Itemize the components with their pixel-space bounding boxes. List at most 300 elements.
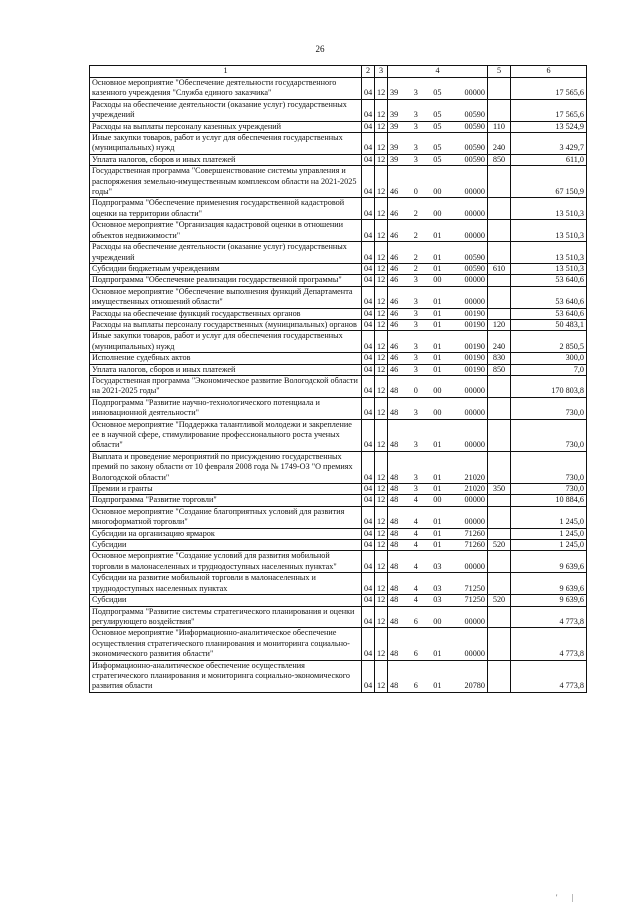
code-part-subprogram: 4 xyxy=(413,528,418,538)
table-row xyxy=(90,540,587,551)
row-expense-type: 240 xyxy=(488,331,511,353)
row-name: Основное мероприятие "Создание условий для развития мобильной торговли в малонаселенных и труднодоступных населенных пунктах" xyxy=(90,551,362,573)
code-part-subprogram: 3 xyxy=(413,408,418,418)
code-part-subprogram: 6 xyxy=(413,649,418,659)
row-name: Основное мероприятие "Обеспечение деятельности государственного казенного учреждения "Служба единого заказчика" xyxy=(90,78,362,100)
code-part-subprogram: 2 xyxy=(413,263,418,273)
row-amount: 170 803,8 xyxy=(511,375,587,397)
row-expense-type: 520 xyxy=(488,595,511,606)
row-expense-type: 120 xyxy=(488,319,511,330)
row-name: Выплата и проведение мероприятий по присуждению государственных премий по закону области от 10 февраля 2008 года № 1749-ОЗ "О премиях Вологодской области" xyxy=(90,451,362,483)
code-part-direction: 00000 xyxy=(464,208,485,218)
code-part-subprogram: 3 xyxy=(413,275,418,285)
row-target-code xyxy=(388,573,488,595)
row-name: Основное мероприятие "Поддержка талантливой молодежи и закрепление ее в научной сфере, стимулирование профессионального роста ученых области" xyxy=(90,419,362,451)
row-amount: 9 639,6 xyxy=(511,595,587,606)
row-expense-type xyxy=(488,286,511,308)
scan-mark: ' xyxy=(556,893,558,902)
row-name: Государственная программа "Экономическое развитие Вологодской области на 2021-2025 годы" xyxy=(90,375,362,397)
code-part-subprogram: 4 xyxy=(413,583,418,593)
code-part-event: 01 xyxy=(433,517,442,527)
code-part-event: 00 xyxy=(433,275,442,285)
code-part-event: 01 xyxy=(433,319,442,329)
code-part-direction: 00000 xyxy=(464,408,485,418)
row-expense-type xyxy=(488,166,511,198)
table-row xyxy=(90,133,587,155)
code-part-program: 48 xyxy=(390,540,399,550)
code-part-program: 46 xyxy=(390,341,399,351)
code-part-program: 46 xyxy=(390,208,399,218)
code-part-subprogram: 3 xyxy=(413,121,418,131)
row-target-code xyxy=(388,242,488,264)
row-amount: 730,0 xyxy=(511,484,587,495)
row-code-2: 04 xyxy=(362,606,375,628)
row-name: Подпрограмма "Развитие системы стратегического планирования и оценки регулирующего воздействия" xyxy=(90,606,362,628)
header-col-6: 6 xyxy=(511,66,587,78)
code-part-direction: 71260 xyxy=(464,528,485,538)
code-part-event: 01 xyxy=(433,230,442,240)
row-code-2: 04 xyxy=(362,551,375,573)
code-part-program: 46 xyxy=(390,308,399,318)
code-part-event: 05 xyxy=(433,154,442,164)
code-part-direction: 00590 xyxy=(464,252,485,262)
code-part-event: 01 xyxy=(433,484,442,494)
code-part-subprogram: 3 xyxy=(413,440,418,450)
row-name: Основное мероприятие "Организация кадастровой оценки в отношении объектов недвижимости" xyxy=(90,220,362,242)
row-code-3: 12 xyxy=(375,121,388,132)
row-code-2: 04 xyxy=(362,198,375,220)
code-part-event: 00 xyxy=(433,386,442,396)
table-row xyxy=(90,308,587,319)
code-part-program: 48 xyxy=(390,649,399,659)
row-expense-type xyxy=(488,495,511,506)
row-amount: 1 245,0 xyxy=(511,540,587,551)
row-target-code xyxy=(388,319,488,330)
row-amount: 1 245,0 xyxy=(511,528,587,539)
row-expense-type: 850 xyxy=(488,154,511,165)
row-code-2: 04 xyxy=(362,331,375,353)
code-part-direction: 00000 xyxy=(464,517,485,527)
code-part-event: 01 xyxy=(433,252,442,262)
row-amount: 13 510,3 xyxy=(511,220,587,242)
table-row xyxy=(90,198,587,220)
code-part-subprogram: 3 xyxy=(413,353,418,363)
code-part-subprogram: 3 xyxy=(413,308,418,318)
row-code-2: 04 xyxy=(362,133,375,155)
code-part-direction: 00000 xyxy=(464,649,485,659)
code-part-event: 05 xyxy=(433,143,442,153)
code-part-direction: 71250 xyxy=(464,595,485,605)
code-part-direction: 00590 xyxy=(464,110,485,120)
row-amount: 7,0 xyxy=(511,364,587,375)
row-code-2: 04 xyxy=(362,484,375,495)
header-col-3: 3 xyxy=(375,66,388,78)
table-row xyxy=(90,121,587,132)
code-part-program: 46 xyxy=(390,364,399,374)
row-code-2: 04 xyxy=(362,154,375,165)
code-part-subprogram: 0 xyxy=(413,187,418,197)
row-name: Субсидии бюджетным учреждениям xyxy=(90,263,362,274)
row-amount: 53 640,6 xyxy=(511,286,587,308)
row-amount: 730,0 xyxy=(511,397,587,419)
row-code-2: 04 xyxy=(362,263,375,274)
row-code-2: 04 xyxy=(362,78,375,100)
table-row xyxy=(90,364,587,375)
code-part-subprogram: 6 xyxy=(413,681,418,691)
row-code-2: 04 xyxy=(362,397,375,419)
table-row xyxy=(90,331,587,353)
row-expense-type xyxy=(488,375,511,397)
row-amount: 50 483,1 xyxy=(511,319,587,330)
row-code-2: 04 xyxy=(362,419,375,451)
code-part-program: 39 xyxy=(390,121,399,131)
row-name: Субсидии xyxy=(90,595,362,606)
row-code-3: 12 xyxy=(375,419,388,451)
header-col-5: 5 xyxy=(488,66,511,78)
code-part-event: 01 xyxy=(433,472,442,482)
code-part-program: 48 xyxy=(390,583,399,593)
row-code-3: 12 xyxy=(375,263,388,274)
code-part-event: 00 xyxy=(433,616,442,626)
row-code-3: 12 xyxy=(375,364,388,375)
table-header-row xyxy=(90,66,587,78)
code-part-event: 05 xyxy=(433,88,442,98)
code-part-subprogram: 3 xyxy=(413,143,418,153)
code-part-subprogram: 4 xyxy=(413,561,418,571)
table-row xyxy=(90,397,587,419)
row-code-3: 12 xyxy=(375,319,388,330)
code-part-direction: 20780 xyxy=(464,681,485,691)
row-code-3: 12 xyxy=(375,375,388,397)
code-part-program: 48 xyxy=(390,440,399,450)
row-code-3: 12 xyxy=(375,331,388,353)
row-amount: 4 773,8 xyxy=(511,628,587,660)
row-expense-type xyxy=(488,573,511,595)
row-target-code xyxy=(388,419,488,451)
row-expense-type xyxy=(488,628,511,660)
code-part-program: 48 xyxy=(390,495,399,505)
row-name: Основное мероприятие "Информационно-аналитическое обеспечение осуществления стратегического планирования и мониторинга социально-экономического развития области" xyxy=(90,628,362,660)
header-col-2: 2 xyxy=(362,66,375,78)
row-name: Государственная программа "Совершенствование системы управления и распоряжения земельно-имущественным комплексом области на 2021-2025 годы" xyxy=(90,166,362,198)
row-amount: 730,0 xyxy=(511,451,587,483)
row-code-2: 04 xyxy=(362,595,375,606)
header-col-1: 1 xyxy=(90,66,362,78)
code-part-direction: 71250 xyxy=(464,583,485,593)
row-code-3: 12 xyxy=(375,495,388,506)
row-target-code xyxy=(388,308,488,319)
row-code-2: 04 xyxy=(362,353,375,364)
row-target-code xyxy=(388,166,488,198)
table-row xyxy=(90,595,587,606)
row-code-3: 12 xyxy=(375,166,388,198)
row-expense-type: 110 xyxy=(488,121,511,132)
code-part-subprogram: 2 xyxy=(413,230,418,240)
row-code-3: 12 xyxy=(375,220,388,242)
row-target-code xyxy=(388,375,488,397)
code-part-program: 39 xyxy=(390,154,399,164)
row-code-2: 04 xyxy=(362,528,375,539)
code-part-event: 00 xyxy=(433,408,442,418)
code-part-direction: 21020 xyxy=(464,472,485,482)
row-expense-type xyxy=(488,451,511,483)
row-name: Подпрограмма "Обеспечение реализации государственной программы" xyxy=(90,275,362,286)
code-part-direction: 00190 xyxy=(464,353,485,363)
code-part-event: 01 xyxy=(433,341,442,351)
code-part-event: 01 xyxy=(433,528,442,538)
table-row xyxy=(90,606,587,628)
row-code-3: 12 xyxy=(375,308,388,319)
code-part-program: 46 xyxy=(390,319,399,329)
row-amount: 611,0 xyxy=(511,154,587,165)
row-code-3: 12 xyxy=(375,78,388,100)
row-expense-type: 350 xyxy=(488,484,511,495)
code-part-subprogram: 3 xyxy=(413,341,418,351)
table-row xyxy=(90,506,587,528)
row-code-2: 04 xyxy=(362,495,375,506)
code-part-subprogram: 4 xyxy=(413,595,418,605)
row-expense-type: 240 xyxy=(488,133,511,155)
code-part-subprogram: 2 xyxy=(413,208,418,218)
table-row xyxy=(90,220,587,242)
row-target-code xyxy=(388,606,488,628)
row-code-2: 04 xyxy=(362,242,375,264)
table-row xyxy=(90,319,587,330)
row-code-2: 04 xyxy=(362,451,375,483)
code-part-program: 48 xyxy=(390,517,399,527)
row-code-2: 04 xyxy=(362,364,375,375)
row-target-code xyxy=(388,331,488,353)
code-part-event: 01 xyxy=(433,297,442,307)
code-part-subprogram: 3 xyxy=(413,110,418,120)
code-part-direction: 00000 xyxy=(464,297,485,307)
row-name: Подпрограмма "Развитие торговли" xyxy=(90,495,362,506)
row-target-code xyxy=(388,660,488,692)
row-target-code xyxy=(388,353,488,364)
row-code-3: 12 xyxy=(375,397,388,419)
code-part-event: 01 xyxy=(433,649,442,659)
code-part-event: 00 xyxy=(433,495,442,505)
table-row xyxy=(90,484,587,495)
code-part-subprogram: 6 xyxy=(413,616,418,626)
code-part-program: 46 xyxy=(390,275,399,285)
code-part-event: 01 xyxy=(433,681,442,691)
page-number: 26 xyxy=(315,44,325,54)
row-name: Основное мероприятие "Обеспечение выполнения функций Департамента имущественных отношений области" xyxy=(90,286,362,308)
row-expense-type xyxy=(488,242,511,264)
row-expense-type: 520 xyxy=(488,540,511,551)
row-name: Субсидии на развитие мобильной торговли в малонаселенных и труднодоступных населенных пунктах xyxy=(90,573,362,595)
code-part-event: 01 xyxy=(433,308,442,318)
code-part-direction: 00590 xyxy=(464,143,485,153)
row-code-2: 04 xyxy=(362,286,375,308)
row-code-3: 12 xyxy=(375,154,388,165)
code-part-event: 01 xyxy=(433,263,442,273)
code-part-event: 05 xyxy=(433,110,442,120)
row-name: Иные закупки товаров, работ и услуг для обеспечения государственных (муниципальных) нужд xyxy=(90,133,362,155)
row-name: Информационно-аналитическое обеспечение осуществления стратегического планирования и мониторинга социально-экономического развития области xyxy=(90,660,362,692)
code-part-event: 05 xyxy=(433,121,442,131)
table-row xyxy=(90,451,587,483)
row-amount: 1 245,0 xyxy=(511,506,587,528)
code-part-direction: 71260 xyxy=(464,540,485,550)
code-part-subprogram: 2 xyxy=(413,252,418,262)
code-part-direction: 00000 xyxy=(464,440,485,450)
code-part-subprogram: 3 xyxy=(413,364,418,374)
code-part-program: 48 xyxy=(390,681,399,691)
code-part-program: 46 xyxy=(390,187,399,197)
row-code-2: 04 xyxy=(362,308,375,319)
code-part-program: 48 xyxy=(390,616,399,626)
row-target-code xyxy=(388,133,488,155)
row-name: Расходы на выплаты персоналу государственных (муниципальных) органов xyxy=(90,319,362,330)
row-expense-type xyxy=(488,660,511,692)
row-code-2: 04 xyxy=(362,99,375,121)
row-amount: 53 640,6 xyxy=(511,275,587,286)
row-code-2: 04 xyxy=(362,660,375,692)
row-amount: 3 429,7 xyxy=(511,133,587,155)
row-amount: 4 773,8 xyxy=(511,606,587,628)
row-code-3: 12 xyxy=(375,198,388,220)
row-expense-type xyxy=(488,220,511,242)
row-name: Подпрограмма "Обеспечение применения государственной кадастровой оценки на территории области" xyxy=(90,198,362,220)
code-part-program: 48 xyxy=(390,484,399,494)
row-name: Основное мероприятие "Создание благоприятных условий для развития многоформатной торговли" xyxy=(90,506,362,528)
code-part-event: 03 xyxy=(433,595,442,605)
row-code-2: 04 xyxy=(362,319,375,330)
row-target-code xyxy=(388,220,488,242)
row-target-code xyxy=(388,154,488,165)
table-row xyxy=(90,528,587,539)
code-part-direction: 00000 xyxy=(464,561,485,571)
row-code-2: 04 xyxy=(362,166,375,198)
code-part-event: 01 xyxy=(433,540,442,550)
row-code-3: 12 xyxy=(375,660,388,692)
code-part-program: 46 xyxy=(390,297,399,307)
row-target-code xyxy=(388,540,488,551)
row-code-3: 12 xyxy=(375,528,388,539)
code-part-program: 39 xyxy=(390,143,399,153)
row-name: Субсидии xyxy=(90,540,362,551)
row-name: Уплата налогов, сборов и иных платежей xyxy=(90,154,362,165)
row-target-code xyxy=(388,121,488,132)
row-expense-type xyxy=(488,78,511,100)
table-row xyxy=(90,99,587,121)
row-name: Расходы на обеспечение функций государственных органов xyxy=(90,308,362,319)
code-part-program: 39 xyxy=(390,110,399,120)
row-code-2: 04 xyxy=(362,540,375,551)
row-target-code xyxy=(388,628,488,660)
row-target-code xyxy=(388,451,488,483)
row-amount: 13 510,3 xyxy=(511,198,587,220)
row-target-code xyxy=(388,506,488,528)
row-expense-type xyxy=(488,506,511,528)
row-code-3: 12 xyxy=(375,551,388,573)
code-part-direction: 00590 xyxy=(464,121,485,131)
code-part-program: 46 xyxy=(390,263,399,273)
row-name: Субсидии на организацию ярмарок xyxy=(90,528,362,539)
row-code-3: 12 xyxy=(375,484,388,495)
row-target-code xyxy=(388,484,488,495)
row-target-code xyxy=(388,78,488,100)
row-code-2: 04 xyxy=(362,121,375,132)
table-row xyxy=(90,154,587,165)
row-code-3: 12 xyxy=(375,628,388,660)
code-part-event: 01 xyxy=(433,440,442,450)
code-part-event: 03 xyxy=(433,561,442,571)
row-amount: 9 639,6 xyxy=(511,573,587,595)
row-code-3: 12 xyxy=(375,133,388,155)
code-part-program: 46 xyxy=(390,353,399,363)
code-part-subprogram: 3 xyxy=(413,319,418,329)
table-row xyxy=(90,353,587,364)
budget-table xyxy=(89,65,587,693)
code-part-subprogram: 3 xyxy=(413,154,418,164)
header-col-4: 4 xyxy=(388,66,488,78)
row-name: Подпрограмма "Развитие научно-технологического потенциала и инновационной деятельности" xyxy=(90,397,362,419)
code-part-subprogram: 4 xyxy=(413,495,418,505)
code-part-direction: 00000 xyxy=(464,495,485,505)
row-name: Иные закупки товаров, работ и услуг для обеспечения государственных (муниципальных) нужд xyxy=(90,331,362,353)
row-code-3: 12 xyxy=(375,286,388,308)
row-expense-type xyxy=(488,308,511,319)
row-code-3: 12 xyxy=(375,353,388,364)
row-amount: 17 565,6 xyxy=(511,78,587,100)
row-code-2: 04 xyxy=(362,506,375,528)
table-row xyxy=(90,660,587,692)
row-expense-type xyxy=(488,528,511,539)
row-code-3: 12 xyxy=(375,595,388,606)
row-name: Уплата налогов, сборов и иных платежей xyxy=(90,364,362,375)
row-code-3: 12 xyxy=(375,540,388,551)
row-code-3: 12 xyxy=(375,99,388,121)
row-expense-type xyxy=(488,419,511,451)
row-name: Расходы на выплаты персоналу казенных учреждений xyxy=(90,121,362,132)
row-amount: 4 773,8 xyxy=(511,660,587,692)
code-part-program: 48 xyxy=(390,408,399,418)
code-part-subprogram: 3 xyxy=(413,472,418,482)
code-part-direction: 00000 xyxy=(464,230,485,240)
code-part-subprogram: 4 xyxy=(413,540,418,550)
row-code-3: 12 xyxy=(375,573,388,595)
row-target-code xyxy=(388,263,488,274)
code-part-program: 46 xyxy=(390,230,399,240)
code-part-subprogram: 3 xyxy=(413,297,418,307)
code-part-direction: 00000 xyxy=(464,275,485,285)
row-expense-type xyxy=(488,198,511,220)
row-target-code xyxy=(388,397,488,419)
row-amount: 10 884,6 xyxy=(511,495,587,506)
row-amount: 67 150,9 xyxy=(511,166,587,198)
table-row xyxy=(90,263,587,274)
scan-mark: | xyxy=(572,893,574,902)
row-target-code xyxy=(388,528,488,539)
code-part-direction: 00000 xyxy=(464,187,485,197)
row-target-code xyxy=(388,275,488,286)
row-code-2: 04 xyxy=(362,275,375,286)
row-code-2: 04 xyxy=(362,220,375,242)
row-code-3: 12 xyxy=(375,275,388,286)
code-part-program: 39 xyxy=(390,88,399,98)
row-expense-type xyxy=(488,551,511,573)
code-part-event: 00 xyxy=(433,187,442,197)
row-target-code xyxy=(388,286,488,308)
code-part-direction: 00000 xyxy=(464,88,485,98)
code-part-event: 01 xyxy=(433,364,442,374)
code-part-direction: 00000 xyxy=(464,616,485,626)
code-part-direction: 00190 xyxy=(464,319,485,329)
row-expense-type: 830 xyxy=(488,353,511,364)
